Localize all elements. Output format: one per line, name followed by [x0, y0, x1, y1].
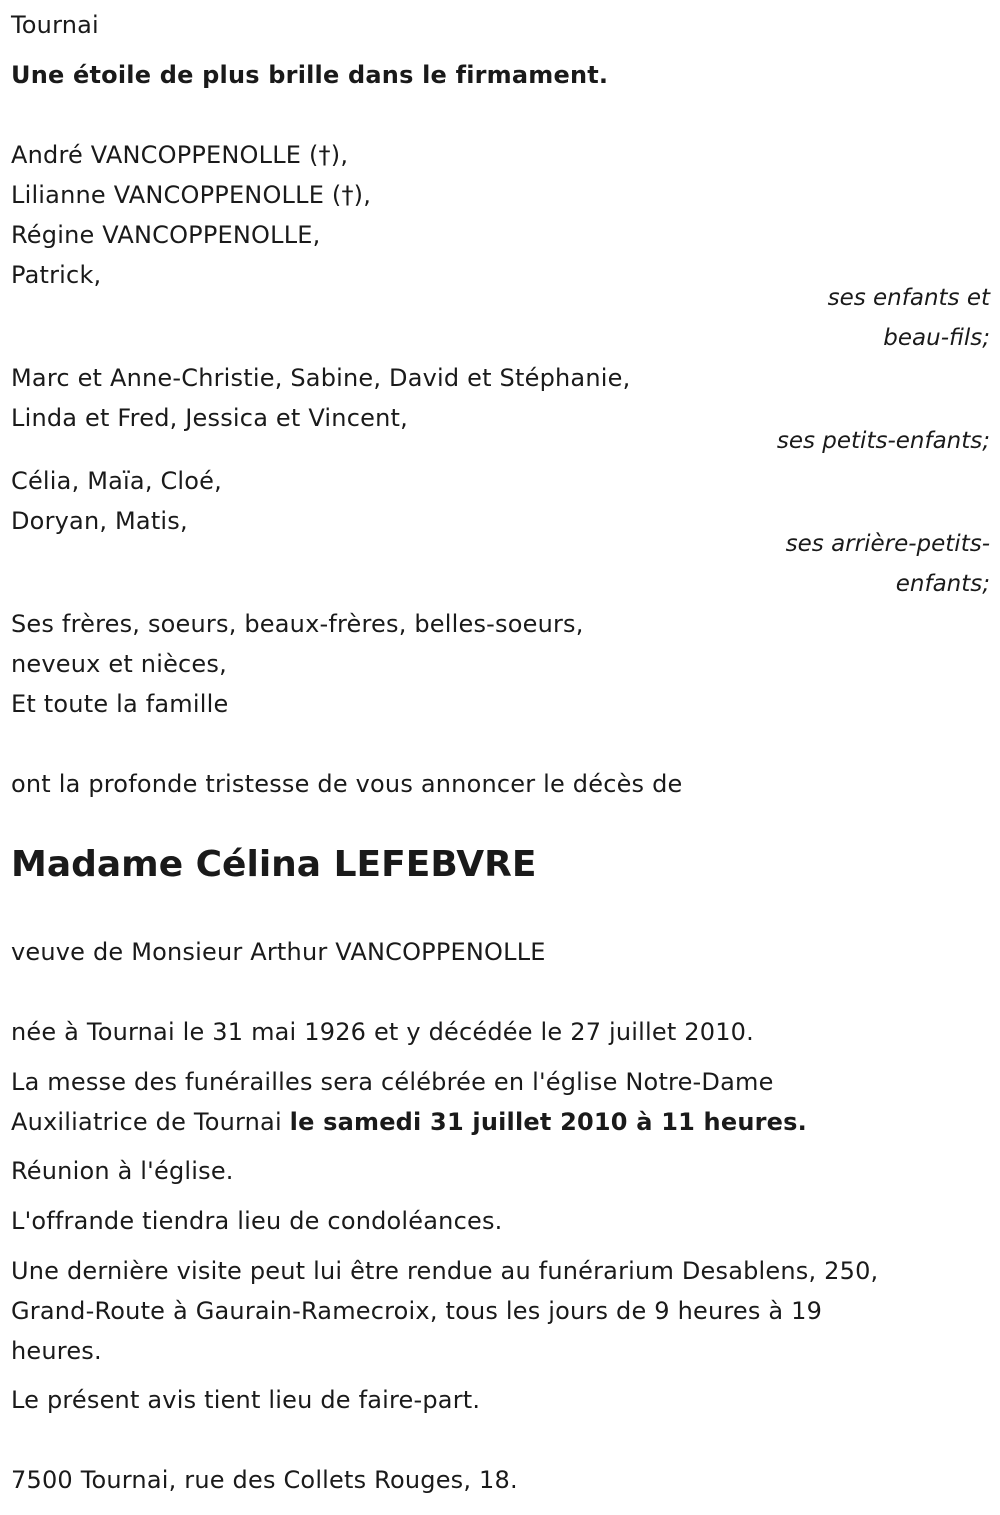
- meeting-note: Réunion à l'église.: [11, 1157, 234, 1185]
- family-line: Et toute la famille: [11, 690, 229, 718]
- great-grandchild-names: Célia, Maïa, Cloé,: [11, 467, 222, 495]
- notice-line: Le présent avis tient lieu de faire-part.: [11, 1386, 481, 1414]
- child-name: Lilianne VANCOPPENOLLE (†),: [11, 181, 372, 209]
- visit-line: Grand-Route à Gaurain-Ramecroix, tous les jours de 9 heures à 19: [11, 1297, 823, 1325]
- child-name: Patrick,: [11, 261, 102, 289]
- family-line: Ses frères, soeurs, beaux-frères, belles-soeurs,: [11, 610, 584, 638]
- great-grandchildren-relation: ses arrière-petits-: [785, 531, 990, 557]
- offering-note: L'offrande tiendra lieu de condoléances.: [11, 1207, 503, 1235]
- child-name: André VANCOPPENOLLE (†),: [11, 141, 349, 169]
- grandchild-names: Marc et Anne-Christie, Sabine, David et Stéphanie,: [11, 364, 631, 392]
- child-name: Régine VANCOPPENOLLE,: [11, 221, 321, 249]
- tagline: Une étoile de plus brille dans le firmament.: [11, 61, 609, 89]
- visit-line: heures.: [11, 1337, 102, 1365]
- family-line: neveux et nièces,: [11, 650, 227, 678]
- widow-of: veuve de Monsieur Arthur VANCOPPENOLLE: [11, 938, 546, 966]
- grandchildren-relation: ses petits-enfants;: [776, 428, 990, 454]
- funeral-mass-line: La messe des funérailles sera célébrée en l'église Notre-Dame: [11, 1068, 774, 1096]
- great-grandchild-names: Doryan, Matis,: [11, 507, 188, 535]
- children-relation: beau-fils;: [883, 325, 990, 351]
- city-heading: Tournai: [11, 11, 99, 39]
- funeral-date-time: le samedi 31 juillet 2010 à 11 heures.: [289, 1108, 807, 1136]
- address: 7500 Tournai, rue des Collets Rouges, 18.: [11, 1466, 518, 1494]
- children-relation: ses enfants et: [827, 285, 990, 311]
- grandchild-names: Linda et Fred, Jessica et Vincent,: [11, 404, 408, 432]
- great-grandchildren-relation: enfants;: [895, 571, 990, 597]
- funeral-mass-line: [11, 1102, 807, 1142]
- announcement: ont la profonde tristesse de vous annoncer le décès de: [11, 770, 683, 798]
- deceased-name: Madame Célina LEFEBVRE: [11, 844, 537, 885]
- funeral-place: Auxiliatrice de Tournai: [11, 1108, 290, 1136]
- visit-line: Une dernière visite peut lui être rendue au funérarium Desablens, 250,: [11, 1257, 879, 1285]
- birth-death-dates: née à Tournai le 31 mai 1926 et y décédée le 27 juillet 2010.: [11, 1018, 754, 1046]
